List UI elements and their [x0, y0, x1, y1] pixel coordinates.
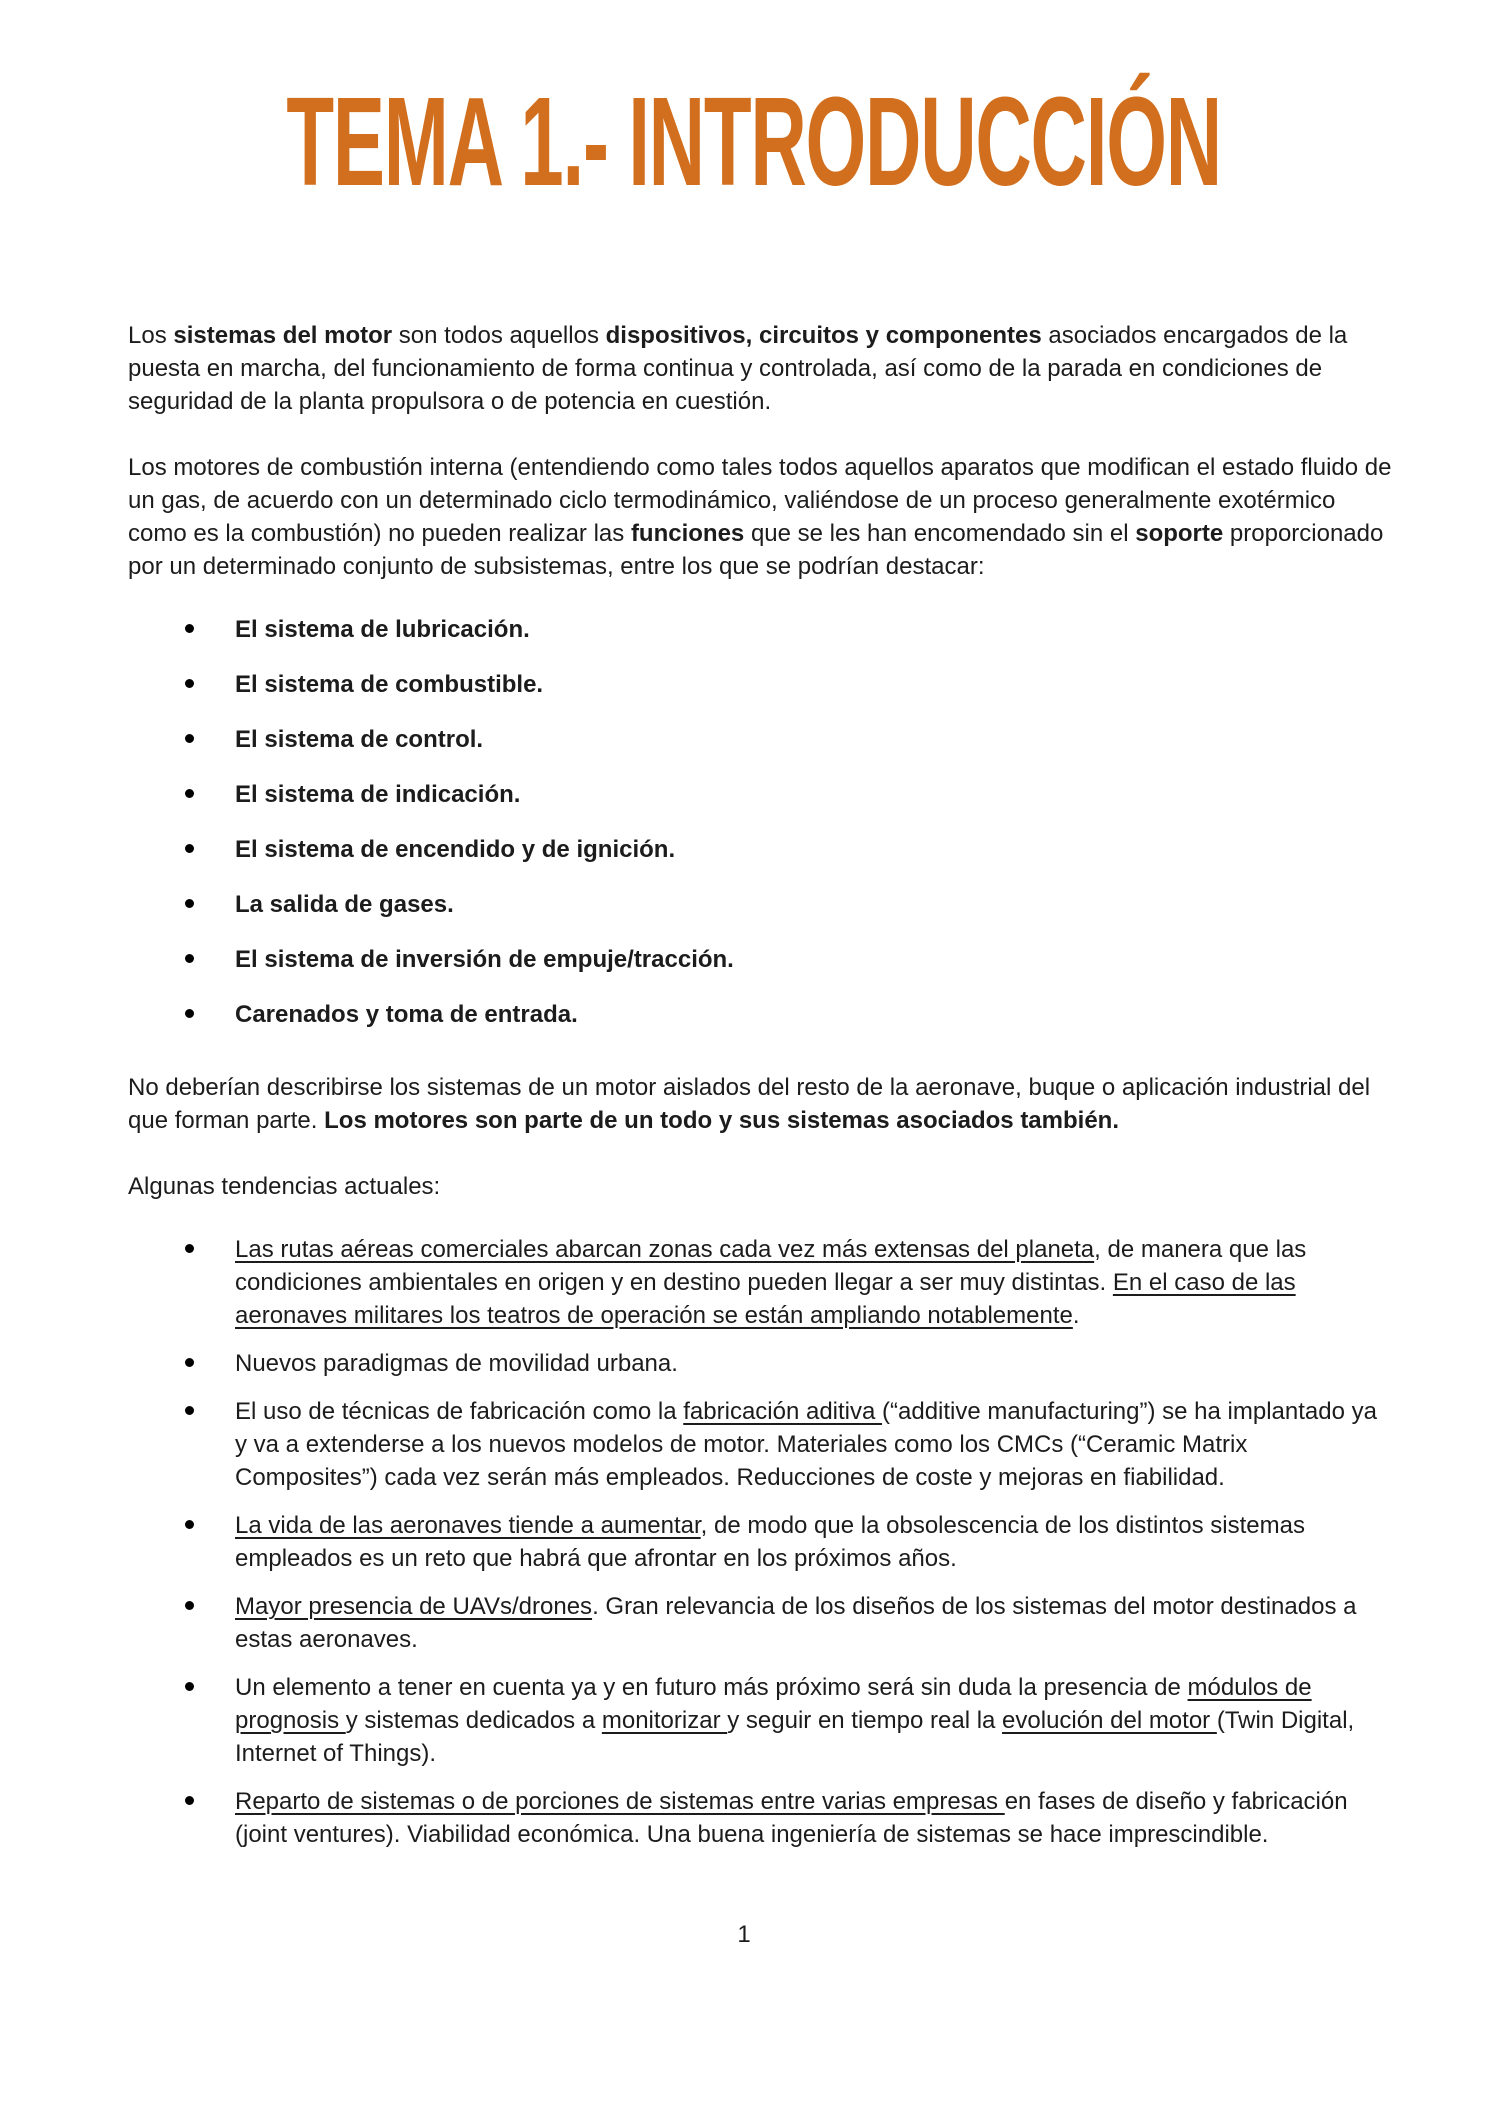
text-segment: evolución del motor [1002, 1706, 1217, 1734]
text-segment: El sistema de lubricación. [235, 615, 530, 643]
bullet-icon [185, 613, 235, 633]
text-segment: Las rutas aéreas comerciales abarcan zonas cada vez más extensas del planeta [235, 1235, 1095, 1263]
bullet-icon [185, 1590, 235, 1610]
text-segment: El sistema de encendido y de ignición. [235, 835, 676, 863]
text-segment: . [1072, 1301, 1080, 1329]
bullet-icon [185, 668, 235, 688]
text-segment: y seguir en tiempo real la [727, 1706, 1003, 1734]
bullet-icon [185, 723, 235, 743]
bullet-icon [185, 1233, 235, 1253]
title-block [0, 70, 1488, 215]
text-segment: asociados encargados de la puesta en marcha, del funcionamiento de forma continua y controlada, así como de la parada en condiciones de seguridad de la planta propulsora o de potencia en cuestión. [128, 321, 1348, 415]
text-segment: Los motores de combustión interna (entendiendo como tales todos aquellos aparatos que modifican el estado fluido de un gas, de acuerdo con un determinado ciclo termodinámico, valiéndose de un proceso generalmente exotérmico como es la combustión) no pueden realizar las [128, 453, 1392, 547]
bullet-icon [185, 1395, 235, 1415]
system-list-item [185, 668, 1392, 701]
trends-list [128, 1233, 1392, 1851]
list-item-text [235, 1395, 1392, 1494]
text-segment: La salida de gases. [235, 890, 454, 918]
list-item-text [235, 1509, 1392, 1575]
text-segment: son todos aquellos [392, 321, 606, 349]
trend-list-item [185, 1395, 1392, 1494]
text-segment: Carenados y toma de entrada. [235, 1000, 578, 1028]
system-list-item [185, 613, 1392, 646]
text-segment: módulos de prognosis [235, 1673, 1312, 1734]
trend-list-item [185, 1509, 1392, 1575]
bullet-icon [185, 1347, 235, 1367]
trend-list-item [185, 1590, 1392, 1656]
text-segment: Nuevos paradigmas de movilidad urbana. [235, 1349, 678, 1377]
list-item-text [235, 1785, 1392, 1851]
text-segment: Los motores son parte de un todo y sus sistemas asociados también. [324, 1106, 1119, 1134]
text-segment: , de modo que la obsolescencia de los distintos sistemas empleados es un reto que habrá que afrontar en los próximos años. [235, 1511, 1305, 1572]
systems-list [128, 613, 1392, 1031]
bullet-icon [185, 1509, 235, 1529]
list-item-text [235, 1233, 1392, 1332]
bullet-icon [185, 1785, 235, 1805]
text-segment: (“additive manufacturing”) se ha implantado ya y va a extenderse a los nuevos modelos de motor. Materiales como los CMCs (“Ceramic Matrix Composites”) cada vez serán más empleados. Reducciones de coste y mejoras en fiabilidad. [235, 1397, 1377, 1491]
text-segment: La vida de las aeronaves tiende a aumentar [235, 1511, 701, 1539]
text-segment: No deberían describirse los sistemas de un motor aislados del resto de la aeronave, buque o aplicación industrial del que forman parte. [128, 1073, 1371, 1134]
system-list-item [185, 778, 1392, 811]
text-segment: proporcionado por un determinado conjunto de subsistemas, entre los que se podrían destacar: [128, 519, 1384, 580]
text-segment: fabricación aditiva [683, 1397, 883, 1425]
bullet-icon [185, 943, 235, 963]
bullet-icon [185, 778, 235, 798]
trend-list-item [185, 1785, 1392, 1851]
trend-list-item [185, 1233, 1392, 1332]
paragraph-intro-systems [128, 319, 1392, 418]
list-item-text [235, 833, 1392, 866]
text-segment: soporte [1135, 519, 1224, 547]
text-segment: Un elemento a tener en cuenta ya y en futuro más próximo será sin duda la presencia de [235, 1673, 1188, 1701]
text-segment: El sistema de inversión de empuje/tracción. [235, 945, 734, 973]
list-item-text [235, 613, 1392, 646]
list-item-text [235, 888, 1392, 921]
bullet-icon [185, 1671, 235, 1691]
system-list-item [185, 833, 1392, 866]
paragraph-engines-part-of-whole [128, 1071, 1392, 1137]
paragraph-trends-intro: Algunas tendencias actuales: [128, 1172, 441, 1200]
system-list-item [185, 998, 1392, 1031]
bullet-icon [185, 888, 235, 908]
system-list-item [185, 723, 1392, 756]
text-segment: que se les han encomendado sin el [744, 519, 1136, 547]
text-segment: funciones [630, 519, 745, 547]
text-segment: dispositivos, circuitos y componentes [605, 321, 1042, 349]
list-item-text [235, 998, 1392, 1031]
list-item-text [235, 943, 1392, 976]
list-item-text [235, 668, 1392, 701]
list-item-text [235, 723, 1392, 756]
list-item-text [235, 1671, 1392, 1770]
text-segment: . Gran relevancia de los diseños de los sistemas del motor destinados a estas aeronaves. [235, 1592, 1357, 1653]
text-segment: El sistema de control. [235, 725, 484, 753]
bullet-icon [185, 998, 235, 1018]
list-item-text [235, 778, 1392, 811]
system-list-item [185, 943, 1392, 976]
text-segment: El uso de técnicas de fabricación como la [235, 1397, 684, 1425]
bullet-icon [185, 833, 235, 853]
text-segment: El sistema de combustible. [235, 670, 544, 698]
text-segment: y sistemas dedicados a [345, 1706, 602, 1734]
text-segment: (Twin Digital, Internet of Things). [235, 1706, 1355, 1767]
system-list-item [185, 888, 1392, 921]
page-number: 1 [737, 1921, 751, 1948]
trend-list-item [185, 1347, 1392, 1380]
text-segment: Mayor presencia de UAVs/drones [235, 1592, 593, 1620]
paragraph-combustion-engines [128, 451, 1392, 583]
text-segment: en fases de diseño y fabricación (joint ventures). Viabilidad económica. Una buena ingeniería de sistemas se hace imprescindible. [235, 1787, 1348, 1848]
text-segment: , de manera que las condiciones ambientales en origen y en destino pueden llegar a ser muy distintas. [235, 1235, 1307, 1296]
page-title: TEMA 1.- INTRODUCCIÓN [286, 71, 1221, 212]
list-item-text [235, 1347, 1392, 1380]
text-segment: monitorizar [601, 1706, 728, 1734]
trend-list-item [185, 1671, 1392, 1770]
text-segment: Los [128, 321, 174, 349]
text-segment: sistemas del motor [173, 321, 393, 349]
text-segment: En el caso de las aeronaves militares los teatros de operación se están ampliando notablemente [235, 1268, 1296, 1329]
text-segment: El sistema de indicación. [235, 780, 521, 808]
list-item-text [235, 1590, 1392, 1656]
text-segment: Reparto de sistemas o de porciones de sistemas entre varias empresas [235, 1787, 1005, 1815]
